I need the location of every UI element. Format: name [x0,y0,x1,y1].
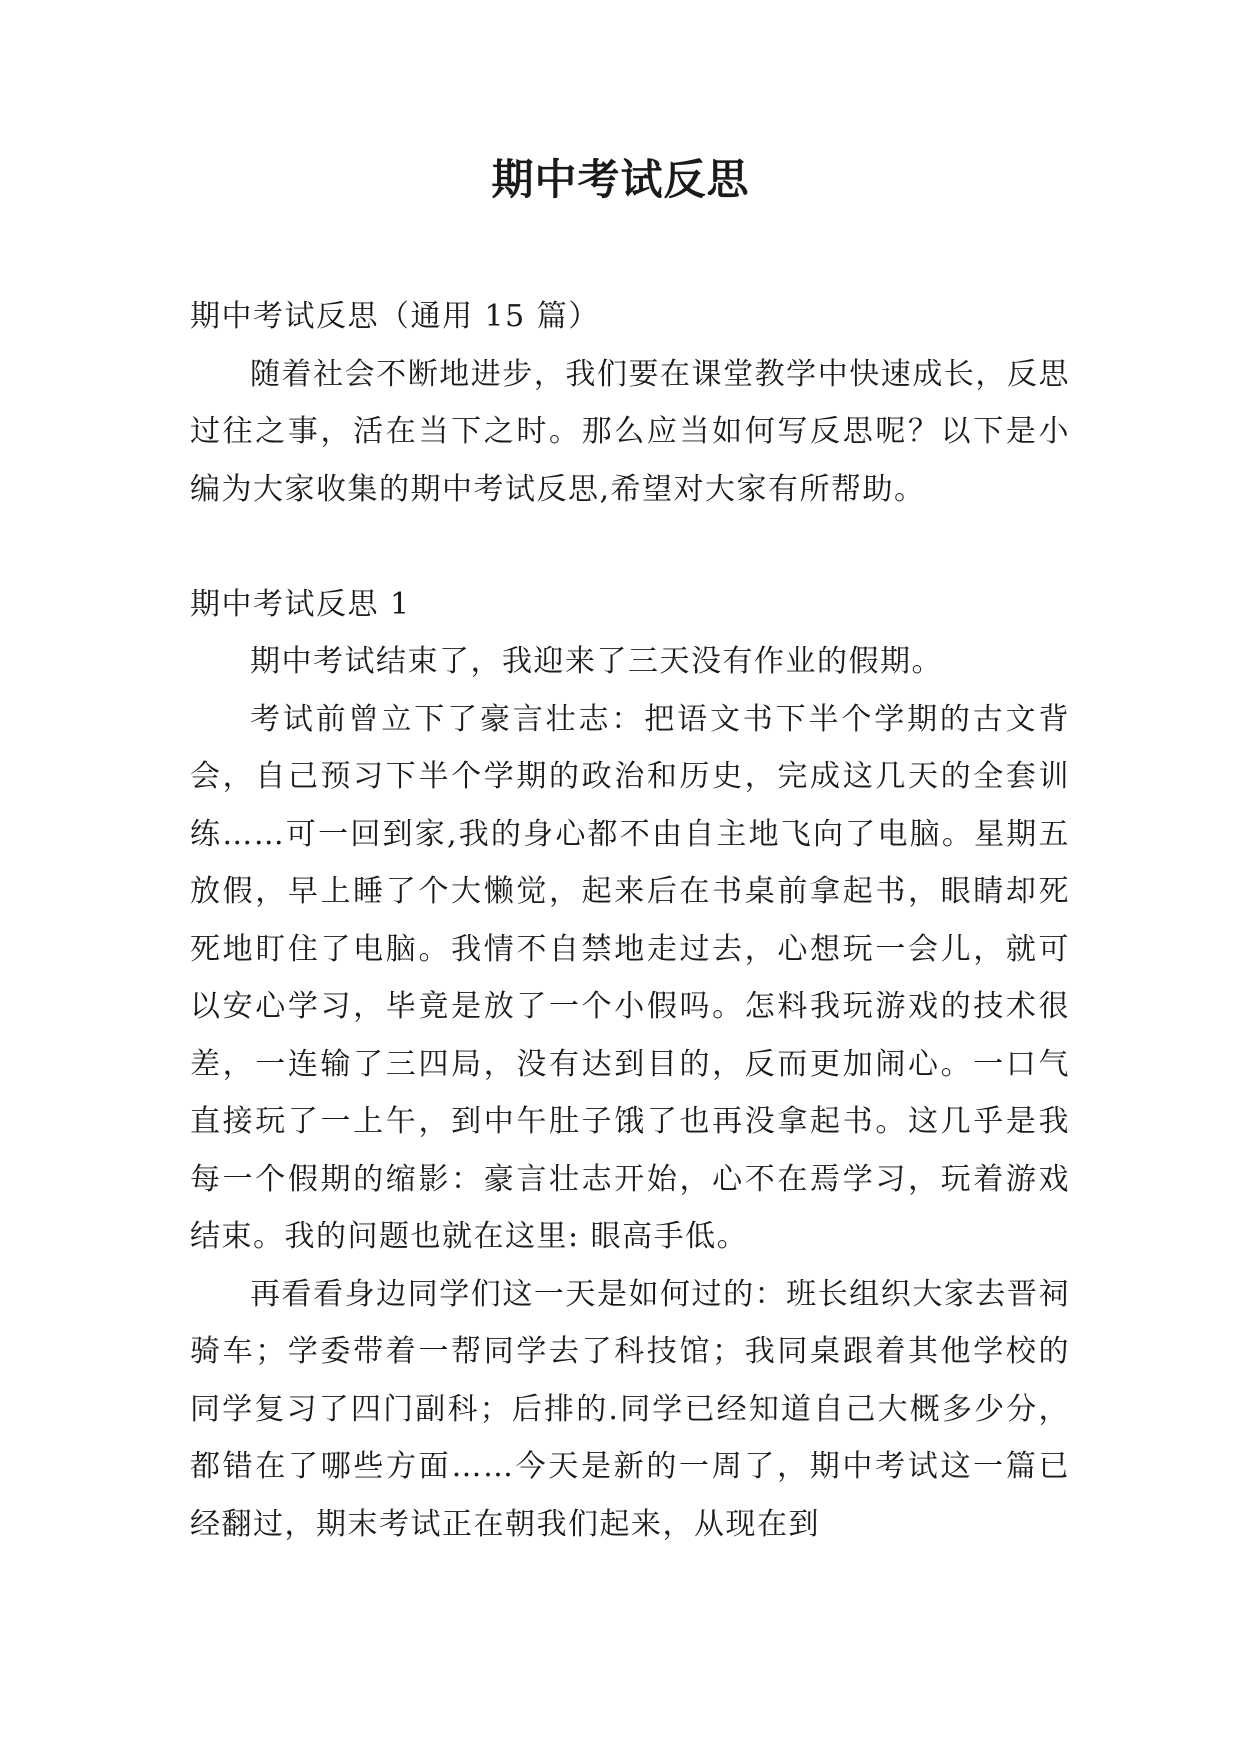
section-paragraph: 期中考试结束了，我迎来了三天没有作业的假期。 [250,644,943,679]
section-heading: 期中考试反思 1 [190,586,411,622]
intro-paragraph: 随着社会不断地进步，我们要在课堂教学中快速成长，反思过往之事，活在当下之时。那么应当如何写反思呢？以下是小编为大家收集的期中考试反思,希望对大家有所帮助。 [190,356,1070,507]
document-title: 期中考试反思 [491,155,750,204]
section-paragraph: 考试前曾立下了豪言壮志：把语文书下半个学期的古文背会，自己预习下半个学期的政治和历史，完成这几天的全套训练……可一回到家,我的身心都不由自主地飞向了电脑。星期五放假，早上睡了个大懒觉，起来后在书桌前拿起书，眼睛却死死地盯住了电脑。我情不自禁地走过去，心想玩一会儿，就可以安心学习，毕竟是放了一个小假吗。怎料我玩游戏的技术很差，一连输了三四局，没有达到目的，反而更加闹心。一口气直接玩了一上午，到中午肚子饿了也再没拿起书。这几乎是我每一个假期的缩影：豪言壮志开始，心不在焉学习，玩着游戏结束。我的问题也就在这里: 眼高手低。 [190,701,1070,1254]
document-body [190,288,1070,1553]
document-subtitle: 期中考试反思（通用 15 篇） [190,299,600,334]
section-paragraph: 再看看身边同学们这一天是如何过的：班长组织大家去晋祠骑车；学委带着一帮同学去了科技馆；我同桌跟着其他学校的同学复习了四门副科；后排的.同学已经知道自己大概多少分，都错在了哪些方面……今天是新的一周了，期中考试这一篇已经翻过，期末考试正在朝我们起来，从现在到 [190,1276,1070,1542]
